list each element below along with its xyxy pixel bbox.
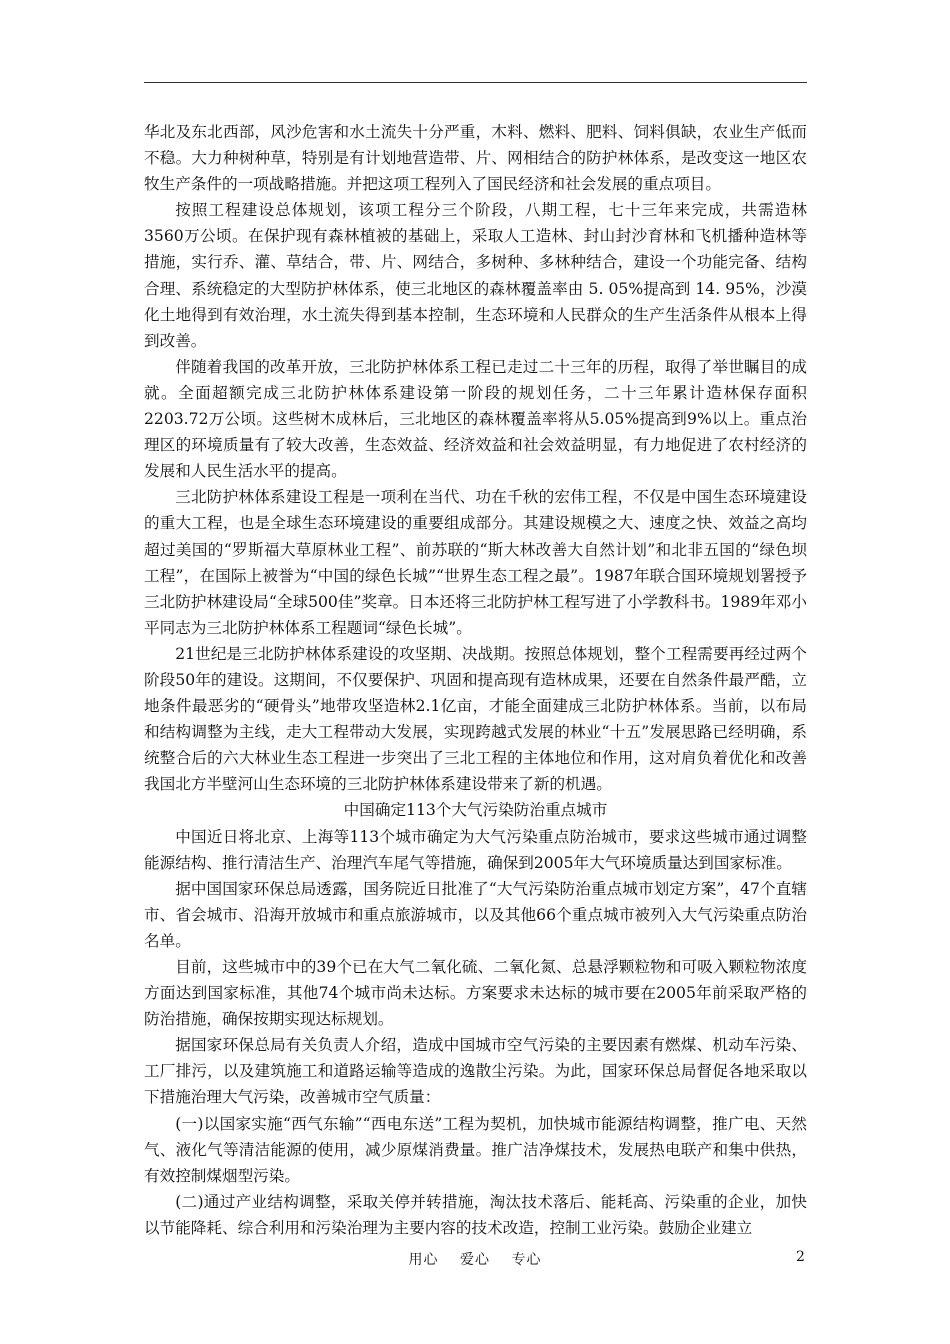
paragraph: 伴随着我国的改革开放，三北防护林体系工程已走过二十三年的历程，取得了举世瞩目的成就。全面超额完成三北防护林体系建设第一阶段的规划任务，二十三年累计造林保存面积2203.72万公顷。这些树木成林后，三北地区的森林覆盖率将从5.05%提高到9%以上。重点治理区的环境质量有了较大改善，生态效益、经济效益和社会效益明显，有力地促进了农村经济的发展和人民生活水平的提高。 [144, 357, 807, 481]
footer-motto [0, 1249, 950, 1269]
header-rule [144, 82, 807, 83]
paragraph: 目前，这些城市中的39个已在大气二氧化硫、二氧化氮、总悬浮颗粒物和可吸入颗粒物浓度方面达到国家标准，其他74个城市尚未达标。方案要求未达标的城市要在2005年前采取严格的防治措施，确保按期实现达标规划。 [144, 958, 807, 1029]
paragraph: 据国家环保总局有关负责人介绍，造成中国城市空气污染的主要因素有燃煤、机动车污染、工厂排污，以及建筑施工和道路运输等造成的逸散尘污染。为此，国家环保总局督促各地采取以下措施治理大气污染，改善城市空气质量： [144, 1036, 807, 1107]
footer-motto-item: 爱心 [460, 1252, 490, 1268]
paragraph: 按照工程建设总体规划，该项工程分三个阶段，八期工程，七十三年来完成，共需造林3560万公顷。在保护现有森林植被的基础上，采取人工造林、封山封沙育林和飞机播种造林等措施，实行乔、灌、草结合，带、片、网结合，多树种、多林种结合，建设一个功能完备、结构合理、系统稳定的大型防护林体系，使三北地区的森林覆盖率由 5. 05%提高到 14. 95%，沙漠化土地得到有效治理，水土流失得到基本控制，生态环境和人民群众的生产生活条件从根本上得到改善。 [144, 201, 807, 350]
page-number: 2 [796, 1249, 805, 1265]
paragraph: (一)以国家实施“西气东输”“西电东送”工程为契机，加快城市能源结构调整，推广电、天然气、液化气等清洁能源的使用，减少原煤消费量。推广洁净煤技术，发展热电联产和集中供热，有效控制煤烟型污染。 [144, 1114, 807, 1185]
article-title: 中国确定113个大气污染防治重点城市 [343, 801, 608, 820]
document-body [144, 119, 807, 1241]
paragraph: 中国近日将北京、上海等113个城市确定为大气污染重点防治城市，要求这些城市通过调整能源结构、推行清洁生产、治理汽车尾气等措施，确保到2005年大气环境质量达到国家标准。 [144, 827, 807, 872]
paragraph: 三北防护林体系建设工程是一项利在当代、功在千秋的宏伟工程，不仅是中国生态环境建设的重大工程，也是全球生态环境建设的重要组成部分。其建设规模之大、速度之快、效益之高均超过美国的“罗斯福大草原林业工程”、前苏联的“斯大林改善大自然计划”和北非五国的“绿色坝工程”，在国际上被誉为“中国的绿色长城”“世界生态工程之最”。1987年联合国环境规划署授予三北防护林建设局“全球500佳”奖章。日本还将三北防护林工程写进了小学教科书。1989年邓小平同志为三北防护林体系工程题词“绿色长城”。 [144, 488, 807, 637]
footer-motto-item: 专心 [511, 1252, 542, 1268]
paragraph: 据中国国家环保总局透露，国务院近日批准了“大气污染防治重点城市划定方案”，47个直辖市、省会城市、沿海开放城市和重点旅游城市，以及其他66个重点城市被列入大气污染重点防治名单。 [144, 879, 807, 950]
footer-motto-item: 用心 [408, 1252, 439, 1268]
paragraph: (二)通过产业结构调整，采取关停并转措施，淘汰技术落后、能耗高、污染重的企业，加快以节能降耗、综合利用和污染治理为主要内容的技术改造，控制工业污染。鼓励企业建立 [144, 1192, 807, 1237]
paragraph: 21世纪是三北防护林体系建设的攻坚期、决战期。按照总体规划，整个工程需要再经过两个阶段50年的建设。这期间，不仅要保护、巩固和提高现有造林成果，还要在自然条件最严酷，立地条件最恶劣的“硬骨头”地带攻坚造林2.1亿亩，才能全面建成三北防护林体系。当前，以布局和结构调整为主线，走大工程带动大发展，实现跨越式发展的林业“十五”发展思路已经明确，系统整合后的六大林业生态工程进一步突出了三北工程的主体地位和作用，这对肩负着优化和改善我国北方半壁河山生态环境的三北防护林体系建设带来了新的机遇。 [144, 644, 807, 794]
paragraph-continuation: 华北及东北西部，风沙危害和水土流失十分严重，木料、燃料、肥料、饲料俱缺，农业生产低而不稳。大力种树种草，特别是有计划地营造带、片、网相结合的防护林体系，是改变这一地区农牧生产条件的一项战略措施。并把这项工程列入了国民经济和社会发展的重点项目。 [144, 123, 807, 194]
